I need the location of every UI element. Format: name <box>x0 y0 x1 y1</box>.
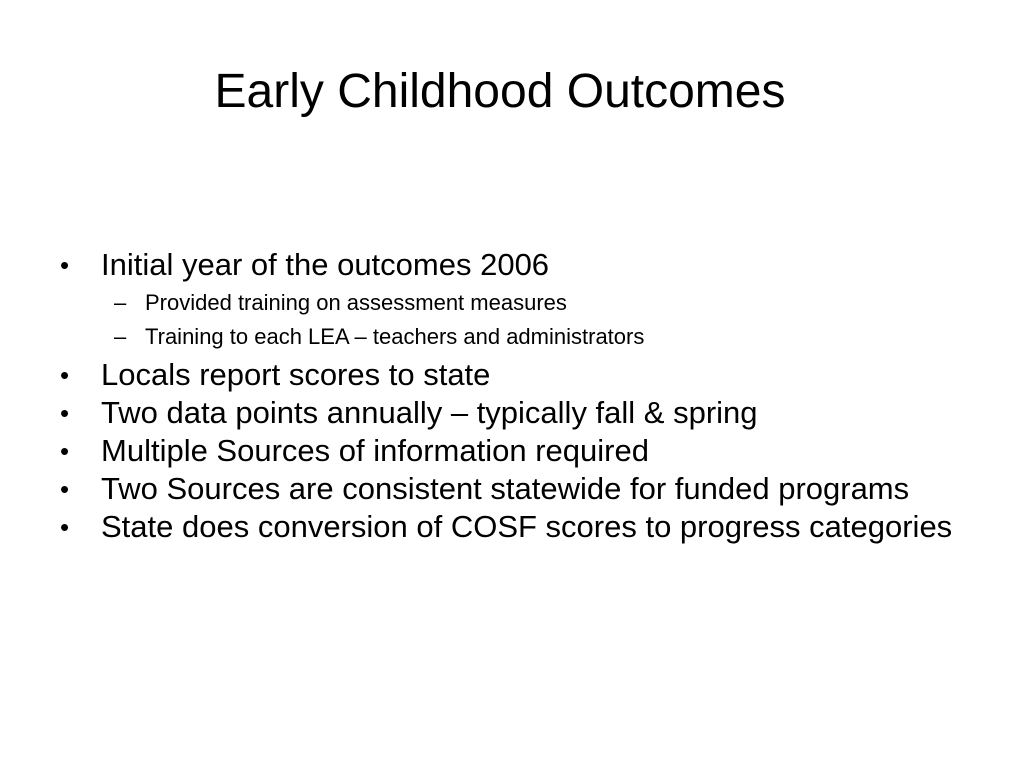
bullet-text: Multiple Sources of information required <box>101 433 649 468</box>
sub-bullet-list <box>58 286 958 354</box>
bullet-text: Two data points annually – typically fall & spring <box>101 395 758 430</box>
bullet-item <box>58 433 958 468</box>
bullet-text: Two Sources are consistent statewide for funded programs <box>101 471 910 506</box>
bullet-marker: • <box>60 250 70 280</box>
sub-bullet-marker: – <box>114 324 127 349</box>
bullet-item <box>58 395 958 430</box>
sub-bullet-text: Provided training on assessment measures <box>145 290 567 315</box>
sub-bullet-text: Training to each LEA – teachers and administrators <box>145 324 645 349</box>
sub-bullet-marker: – <box>114 290 127 315</box>
sub-bullet-item <box>58 286 958 320</box>
sub-bullet-item <box>58 320 958 354</box>
slide-title: Early Childhood Outcomes <box>214 65 786 118</box>
bullet-marker: • <box>60 474 70 504</box>
bullet-item <box>58 247 958 282</box>
bullet-item <box>58 357 958 392</box>
bullet-marker: • <box>60 360 70 390</box>
bullet-marker: • <box>60 436 70 466</box>
bullet-item <box>58 509 958 544</box>
bullet-list <box>58 247 958 550</box>
bullet-text: State does conversion of COSF scores to progress categories <box>101 509 953 544</box>
bullet-text: Initial year of the outcomes 2006 <box>101 247 550 282</box>
bullet-marker: • <box>60 398 70 428</box>
bullet-text: Locals report scores to state <box>101 357 491 392</box>
bullet-item <box>58 471 958 506</box>
bullet-marker: • <box>60 512 70 542</box>
